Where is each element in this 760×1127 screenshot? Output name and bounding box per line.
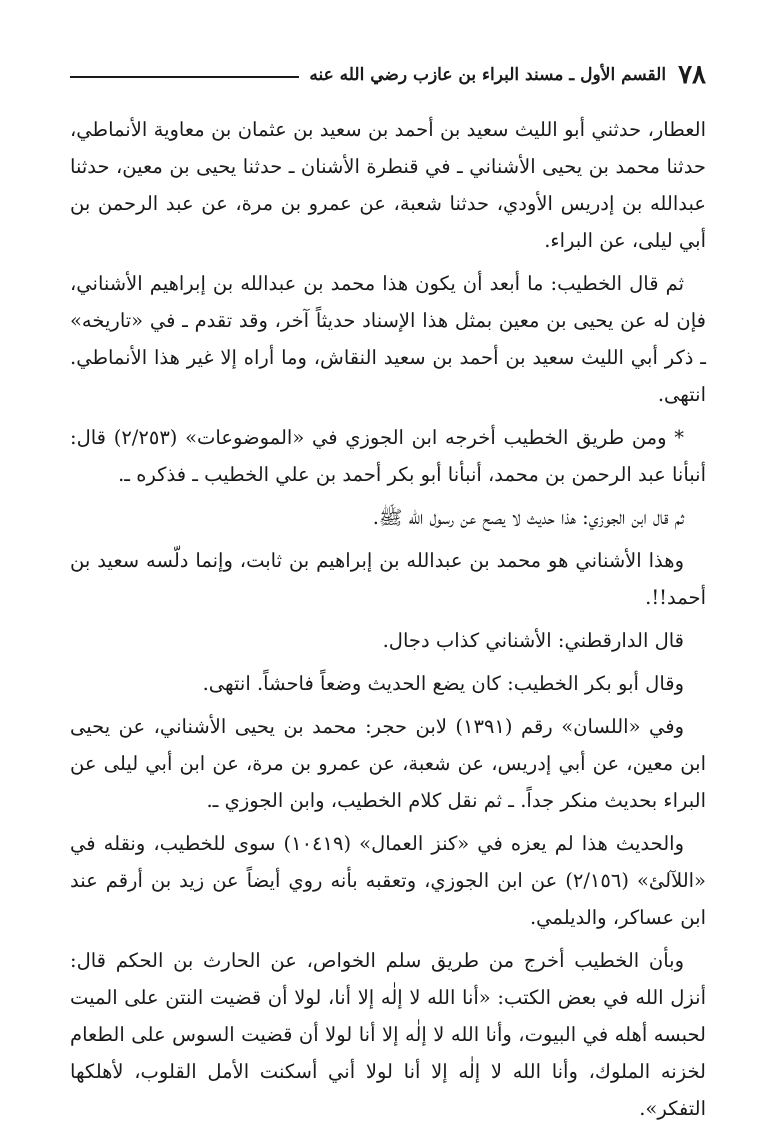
header-rule bbox=[70, 76, 299, 78]
page-header bbox=[70, 55, 706, 95]
paragraph: وبأن الخطيب أخرج من طريق سلم الخواص، عن الحارث بن الحكم قال: أنزل الله في بعض الكتب: «أنا الله لا إلٰه إلا أنا، لولا أن قضيت النتن على الميت لحبسه أهله في البيوت، وأنا الله لا إلٰه إلا أنا لولا أن قضيت السوس على الطعام لخزنه الملوك، وأنا الله لا إلٰه إلا أنا لولا أني أسكنت الأمل القلوب، لأهلكها التفكر». bbox=[70, 949, 706, 1120]
paragraph: والحديث هذا لم يعزه في «كنز العمال» (١٠٤١٩) سوى للخطيب، ونقله في «اللآلئ» (٢/١٥٦) عن ابن الجوزي، وتعقبه بأنه روي أيضاً عن زيد بن أرقم عند ابن عساكر، والديلمي. bbox=[70, 832, 706, 929]
paragraph: ثم قال ابن الجوزي: هذا حديث لا يصح عن رسول الله ﷺ. bbox=[372, 506, 684, 529]
paragraph: ثم قال الخطيب: ما أبعد أن يكون هذا محمد بن عبدالله بن إبراهيم الأشناني، فإن له عن يحيى بن معين بمثل هذا الإسناد حديثاً آخر، وقد تقدم ـ في «تاريخه» ـ ذكر أبي الليث سعيد بن أحمد بن سعيد النقاش، وما أراه إلا غير هذا الأنماطي. انتهى. bbox=[70, 272, 706, 406]
paragraph: * ومن طريق الخطيب أخرجه ابن الجوزي في «الموضوعات» (٢/٢٥٣) قال: أنبأنا عبد الرحمن بن محمد، أنبأنا أبو بكر أحمد بن علي الخطيب ـ فذكره ـ. bbox=[70, 426, 706, 486]
paragraph: وهذا الأشناني هو محمد بن عبدالله بن إبراهيم بن ثابت، وإنما دلّسه سعيد بن أحمد!!. bbox=[70, 549, 706, 609]
paragraph: وقال أبو بكر الخطيب: كان يضع الحديث وضعاً فاحشاً. انتهى. bbox=[202, 672, 684, 695]
paragraph: وفي «اللسان» رقم (١٣٩١) لابن حجر: محمد بن يحيى الأشناني، عن يحيى ابن معين، عن أبي إدريس، عن شعبة، عن عمرو بن مرة، عن ابن أبي ليلى عن البراء بحديث منكر جداً. ـ ثم نقل كلام الخطيب، وابن الجوزي ـ. bbox=[70, 715, 706, 812]
running-title: القسم الأول ـ مسند البراء بن عازب رضي الله عنه bbox=[309, 65, 667, 85]
paragraph: قال الدارقطني: الأشناني كذاب دجال. bbox=[382, 629, 684, 652]
book-page bbox=[70, 55, 706, 1120]
page-body bbox=[70, 111, 706, 1127]
page-number: ٧٨ bbox=[678, 60, 706, 90]
paragraph: العطار، حدثني أبو الليث سعيد بن أحمد بن سعيد بن عثمان بن معاوية الأنماطي، حدثنا محمد بن يحيى الأشناني ـ في قنطرة الأشنان ـ حدثنا يحيى بن معين، حدثنا عبدالله بن إدريس الأودي، حدثنا شعبة، عن عمرو بن مرة، عن عبد الرحمن بن أبي ليلى، عن البراء. bbox=[70, 118, 706, 252]
